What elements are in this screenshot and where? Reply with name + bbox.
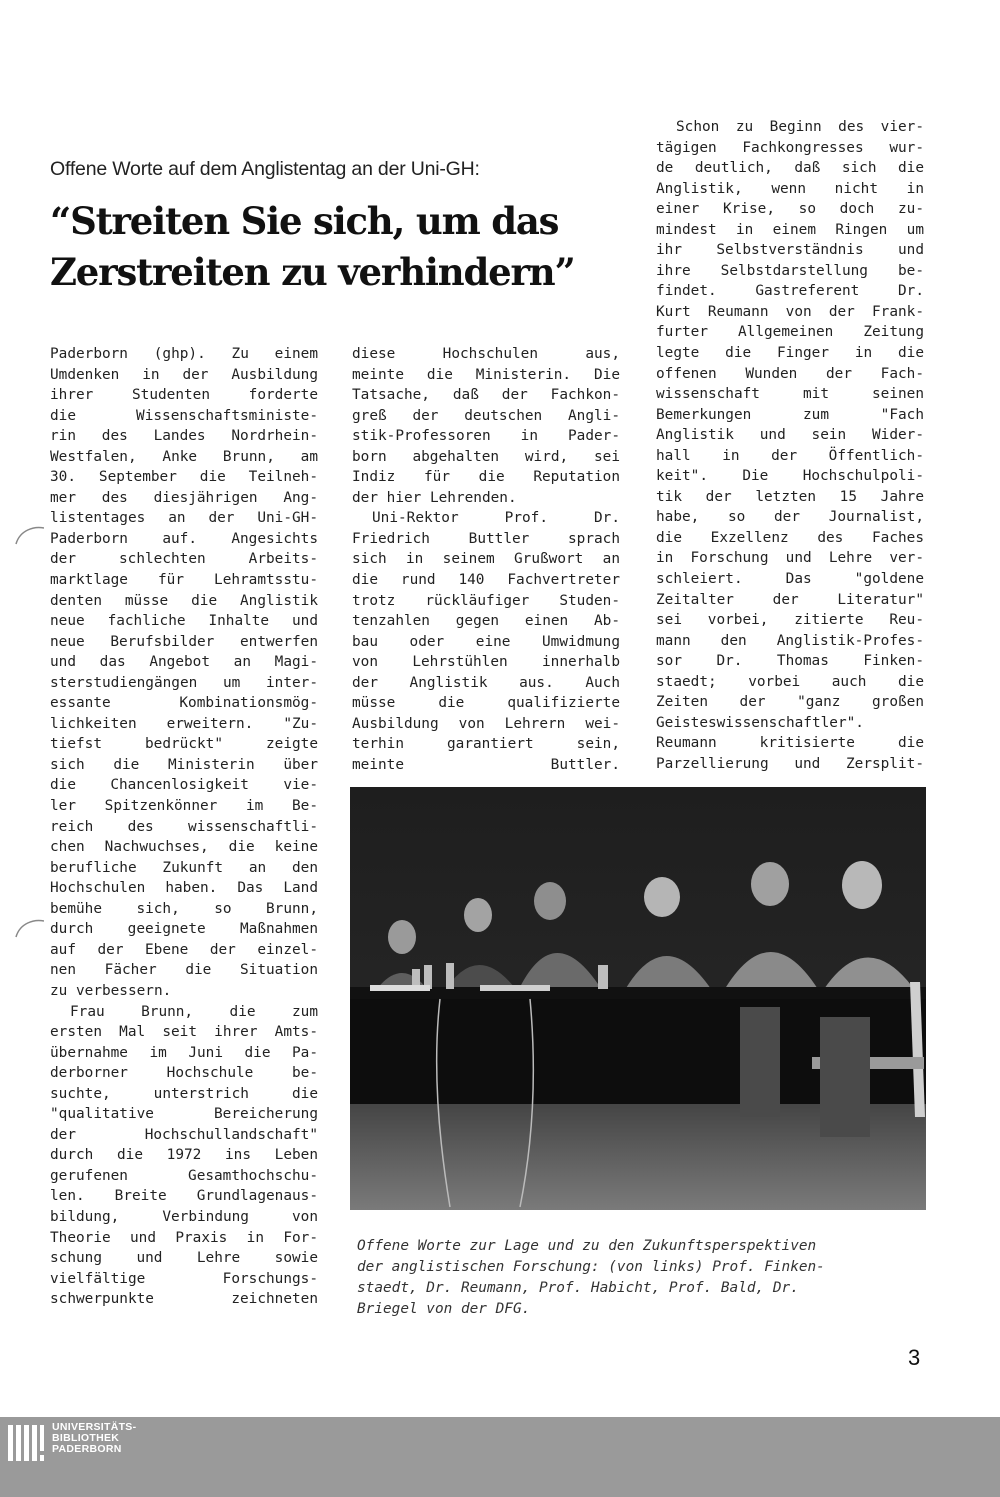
punch-hole-mark-top [14, 524, 44, 546]
text-line: len. Breite Grundlagenaus- [50, 1188, 318, 1205]
text-line: sich in seinem Grußwort an [352, 551, 620, 568]
text-line: marktlage für Lehramtsstu- [50, 572, 318, 589]
text-line: auf der Ebene der einzel- [50, 941, 318, 958]
article-kicker: Offene Worte auf dem Anglistentag an der Uni-GH: [50, 158, 480, 180]
text-line: sterstudiengängen um inter- [50, 674, 318, 691]
text-line: die Wissenschaftsministe- [50, 407, 318, 424]
text-line: ihre Selbstdarstellung be- [656, 262, 924, 279]
text-column-3 [656, 117, 924, 775]
text-line: tenzahlen gegen einen Ab- [352, 613, 620, 630]
text-line: meinte die Ministerin. Die [352, 366, 620, 383]
text-line: derborner Hochschule be- [50, 1065, 318, 1082]
text-line: Westfalen, Anke Brunn, am [50, 448, 318, 465]
text-line: von Lehrstühlen innerhalb [352, 654, 620, 671]
text-line: tägigen Fachkongresses wur- [656, 139, 924, 156]
text-line: schung und Lehre sowie [50, 1250, 318, 1267]
text-line: übernahme im Juni die Pa- [50, 1044, 318, 1061]
text-line: Schon zu Beginn des vier- [676, 119, 924, 135]
text-line: schwerpunkte zeichneten [50, 1291, 318, 1308]
text-line: der schlechten Arbeits- [50, 551, 318, 568]
text-line: Anglistik und sein Wider- [656, 427, 924, 444]
text-line: mindest in einem Ringen um [656, 221, 924, 238]
text-line: Reumann kritisierte die [656, 735, 924, 752]
text-line: Paderborn (ghp). Zu einem [50, 346, 318, 362]
caption-line-3: staedt, Dr. Reumann, Prof. Habicht, Prof. Bald, Dr. [357, 1280, 799, 1296]
headline-line-1: “Streiten Sie sich, um das [50, 199, 559, 243]
text-line: bemühe sich, so Brunn, [50, 900, 318, 917]
text-line: chen Nachwuchses, die keine [50, 839, 318, 856]
caption-line-4: Briegel von der DFG. [357, 1301, 531, 1317]
text-line: ersten Mal seit ihrer Amts- [50, 1024, 318, 1041]
text-line: berufliche Zukunft an den [50, 859, 318, 876]
text-line: Paderborn auf. Angesichts [50, 530, 318, 547]
text-line: 30. September die Teilneh- [50, 469, 318, 486]
text-line: tiefst bedrückt" zeigte [50, 736, 318, 753]
text-line: stik-Professoren in Pader- [352, 428, 620, 445]
text-line: einer Krise, so doch zu- [656, 201, 924, 218]
text-line: Zeiten der "ganz großen [656, 694, 924, 711]
text-line: bau oder eine Umwidmung [352, 633, 620, 650]
library-name-line-3: PADERBORN [52, 1443, 122, 1455]
text-line: die rund 140 Fachvertreter [352, 572, 620, 589]
text-line: trotz rückläufiger Studen- [352, 592, 620, 609]
text-line: suchte, unterstrich die [50, 1085, 318, 1102]
text-line: sor Dr. Thomas Finken- [656, 653, 924, 670]
text-line: ihrer Studenten forderte [50, 387, 318, 404]
text-line: der Anglistik aus. Auch [352, 674, 620, 691]
punch-hole-mark-bottom [14, 917, 44, 939]
text-line: Theorie und Praxis in For- [50, 1229, 318, 1246]
text-line: tik der letzten 15 Jahre [656, 488, 924, 505]
text-line: die Chancenlosigkeit vie- [50, 777, 318, 794]
text-line: meinte Buttler. [352, 756, 620, 773]
text-line: denten müsse die Anglistik [50, 592, 318, 609]
text-line: Frau Brunn, die zum [70, 1003, 318, 1020]
library-name [52, 1422, 136, 1455]
text-line: gerufenen Gesamthochschu- [50, 1167, 318, 1184]
text-line: schleiert. Das "goldene [656, 571, 924, 588]
text-line: der hier Lehrenden. [352, 489, 517, 506]
text-line: Bemerkungen zum "Fach [656, 406, 924, 423]
text-line: vielfältige Forschungs- [50, 1270, 318, 1287]
text-line: Kurt Reumann von der Frank- [656, 303, 924, 320]
headline-line-2: Zerstreiten zu verhindern” [50, 250, 575, 294]
text-line: bildung, Verbindung von [50, 1208, 318, 1225]
text-line: sei vorbei, zitierte Reu- [656, 612, 924, 629]
text-line: diese Hochschulen aus, [352, 346, 620, 362]
caption-line-1: Offene Worte zur Lage und zu den Zukunftsperspektiven [357, 1238, 817, 1254]
text-line: Anglistik, wenn nicht in [656, 180, 924, 197]
text-line: Ausbildung von Lehrern wei- [352, 715, 620, 732]
article-headline [50, 196, 630, 298]
text-line: mer des diesjährigen Ang- [50, 489, 318, 506]
text-line: Indiz für die Reputation [352, 469, 620, 486]
library-name-line-1: UNIVERSITÄTS- [52, 1421, 137, 1433]
text-line: ler Spitzenkönner im Be- [50, 798, 318, 815]
text-line: Friedrich Buttler sprach [352, 530, 620, 547]
text-line: keit". Die Hochschulpoli- [656, 468, 924, 485]
text-line: de deutlich, daß sich die [656, 160, 924, 177]
text-line: hall in der Öffentlich- [656, 447, 924, 464]
text-column-1 [50, 344, 318, 1310]
text-line: Parzellierung und Zersplit- [656, 755, 924, 772]
text-line: und das Angebot an Magi- [50, 654, 318, 671]
text-line: der Hochschullandschaft" [50, 1126, 318, 1143]
text-line: reich des wissenschaftli- [50, 818, 318, 835]
panel-discussion-photo [350, 787, 926, 1210]
text-line: zu verbessern. [50, 982, 172, 999]
text-line: Zeitalter der Literatur" [656, 591, 924, 608]
text-line: Geisteswissenschaftler". [656, 714, 864, 731]
text-line: born abgehalten wird, sei [352, 448, 620, 465]
photo-caption [357, 1236, 917, 1320]
caption-line-2: der anglistischen Forschung: (von links) Prof. Finken- [357, 1259, 825, 1275]
text-line: lichkeiten erweitern. "Zu- [50, 715, 318, 732]
text-line: staedt; vorbei auch die [656, 673, 924, 690]
text-line: essante Kombinationsmög- [50, 695, 318, 712]
text-line: die Exzellenz des Faches [656, 529, 924, 546]
text-line: listentages an der Uni-GH- [50, 510, 318, 527]
text-line: furter Allgemeinen Zeitung [656, 324, 924, 341]
text-line: greß der deutschen Angli- [352, 407, 620, 424]
text-line: Tatsache, daß der Fachkon- [352, 387, 620, 404]
text-line: "qualitative Bereicherung [50, 1106, 318, 1123]
text-line: wissenschaft mit seinen [656, 386, 924, 403]
text-line: mann den Anglistik-Profes- [656, 632, 924, 649]
text-line: in Forschung und Lehre ver- [656, 550, 924, 567]
text-line: Umdenken in der Ausbildung [50, 366, 318, 383]
text-line: legte die Finger in die [656, 345, 924, 362]
text-line: müsse die qualifizierte [352, 695, 620, 712]
text-line: nen Fächer die Situation [50, 962, 318, 979]
library-name-line-2: BIBLIOTHEK [52, 1432, 120, 1444]
text-line: durch geeignete Maßnahmen [50, 921, 318, 938]
text-column-2 [352, 344, 620, 775]
text-line: durch die 1972 ins Leben [50, 1147, 318, 1164]
text-line: Hochschulen haben. Das Land [50, 880, 318, 897]
library-footer [0, 1417, 1000, 1497]
text-line: terhin garantiert sein, [352, 736, 620, 753]
text-line: habe, so der Journalist, [656, 509, 924, 526]
page-number: 3 [908, 1345, 921, 1370]
text-line: findet. Gastreferent Dr. [656, 283, 924, 300]
text-line: neue fachliche Inhalte und [50, 613, 318, 630]
text-line: rin des Landes Nordrhein- [50, 428, 318, 445]
text-line: sich die Ministerin über [50, 756, 318, 773]
library-logo-icon [6, 1423, 46, 1463]
text-line: neue Berufsbilder entwerfen [50, 633, 318, 650]
panel-photo-illustration [350, 787, 926, 1210]
text-line: offenen Wunden der Fach- [656, 365, 924, 382]
text-line: ihr Selbstverständnis und [656, 242, 924, 259]
text-line: Uni-Rektor Prof. Dr. [372, 510, 620, 527]
